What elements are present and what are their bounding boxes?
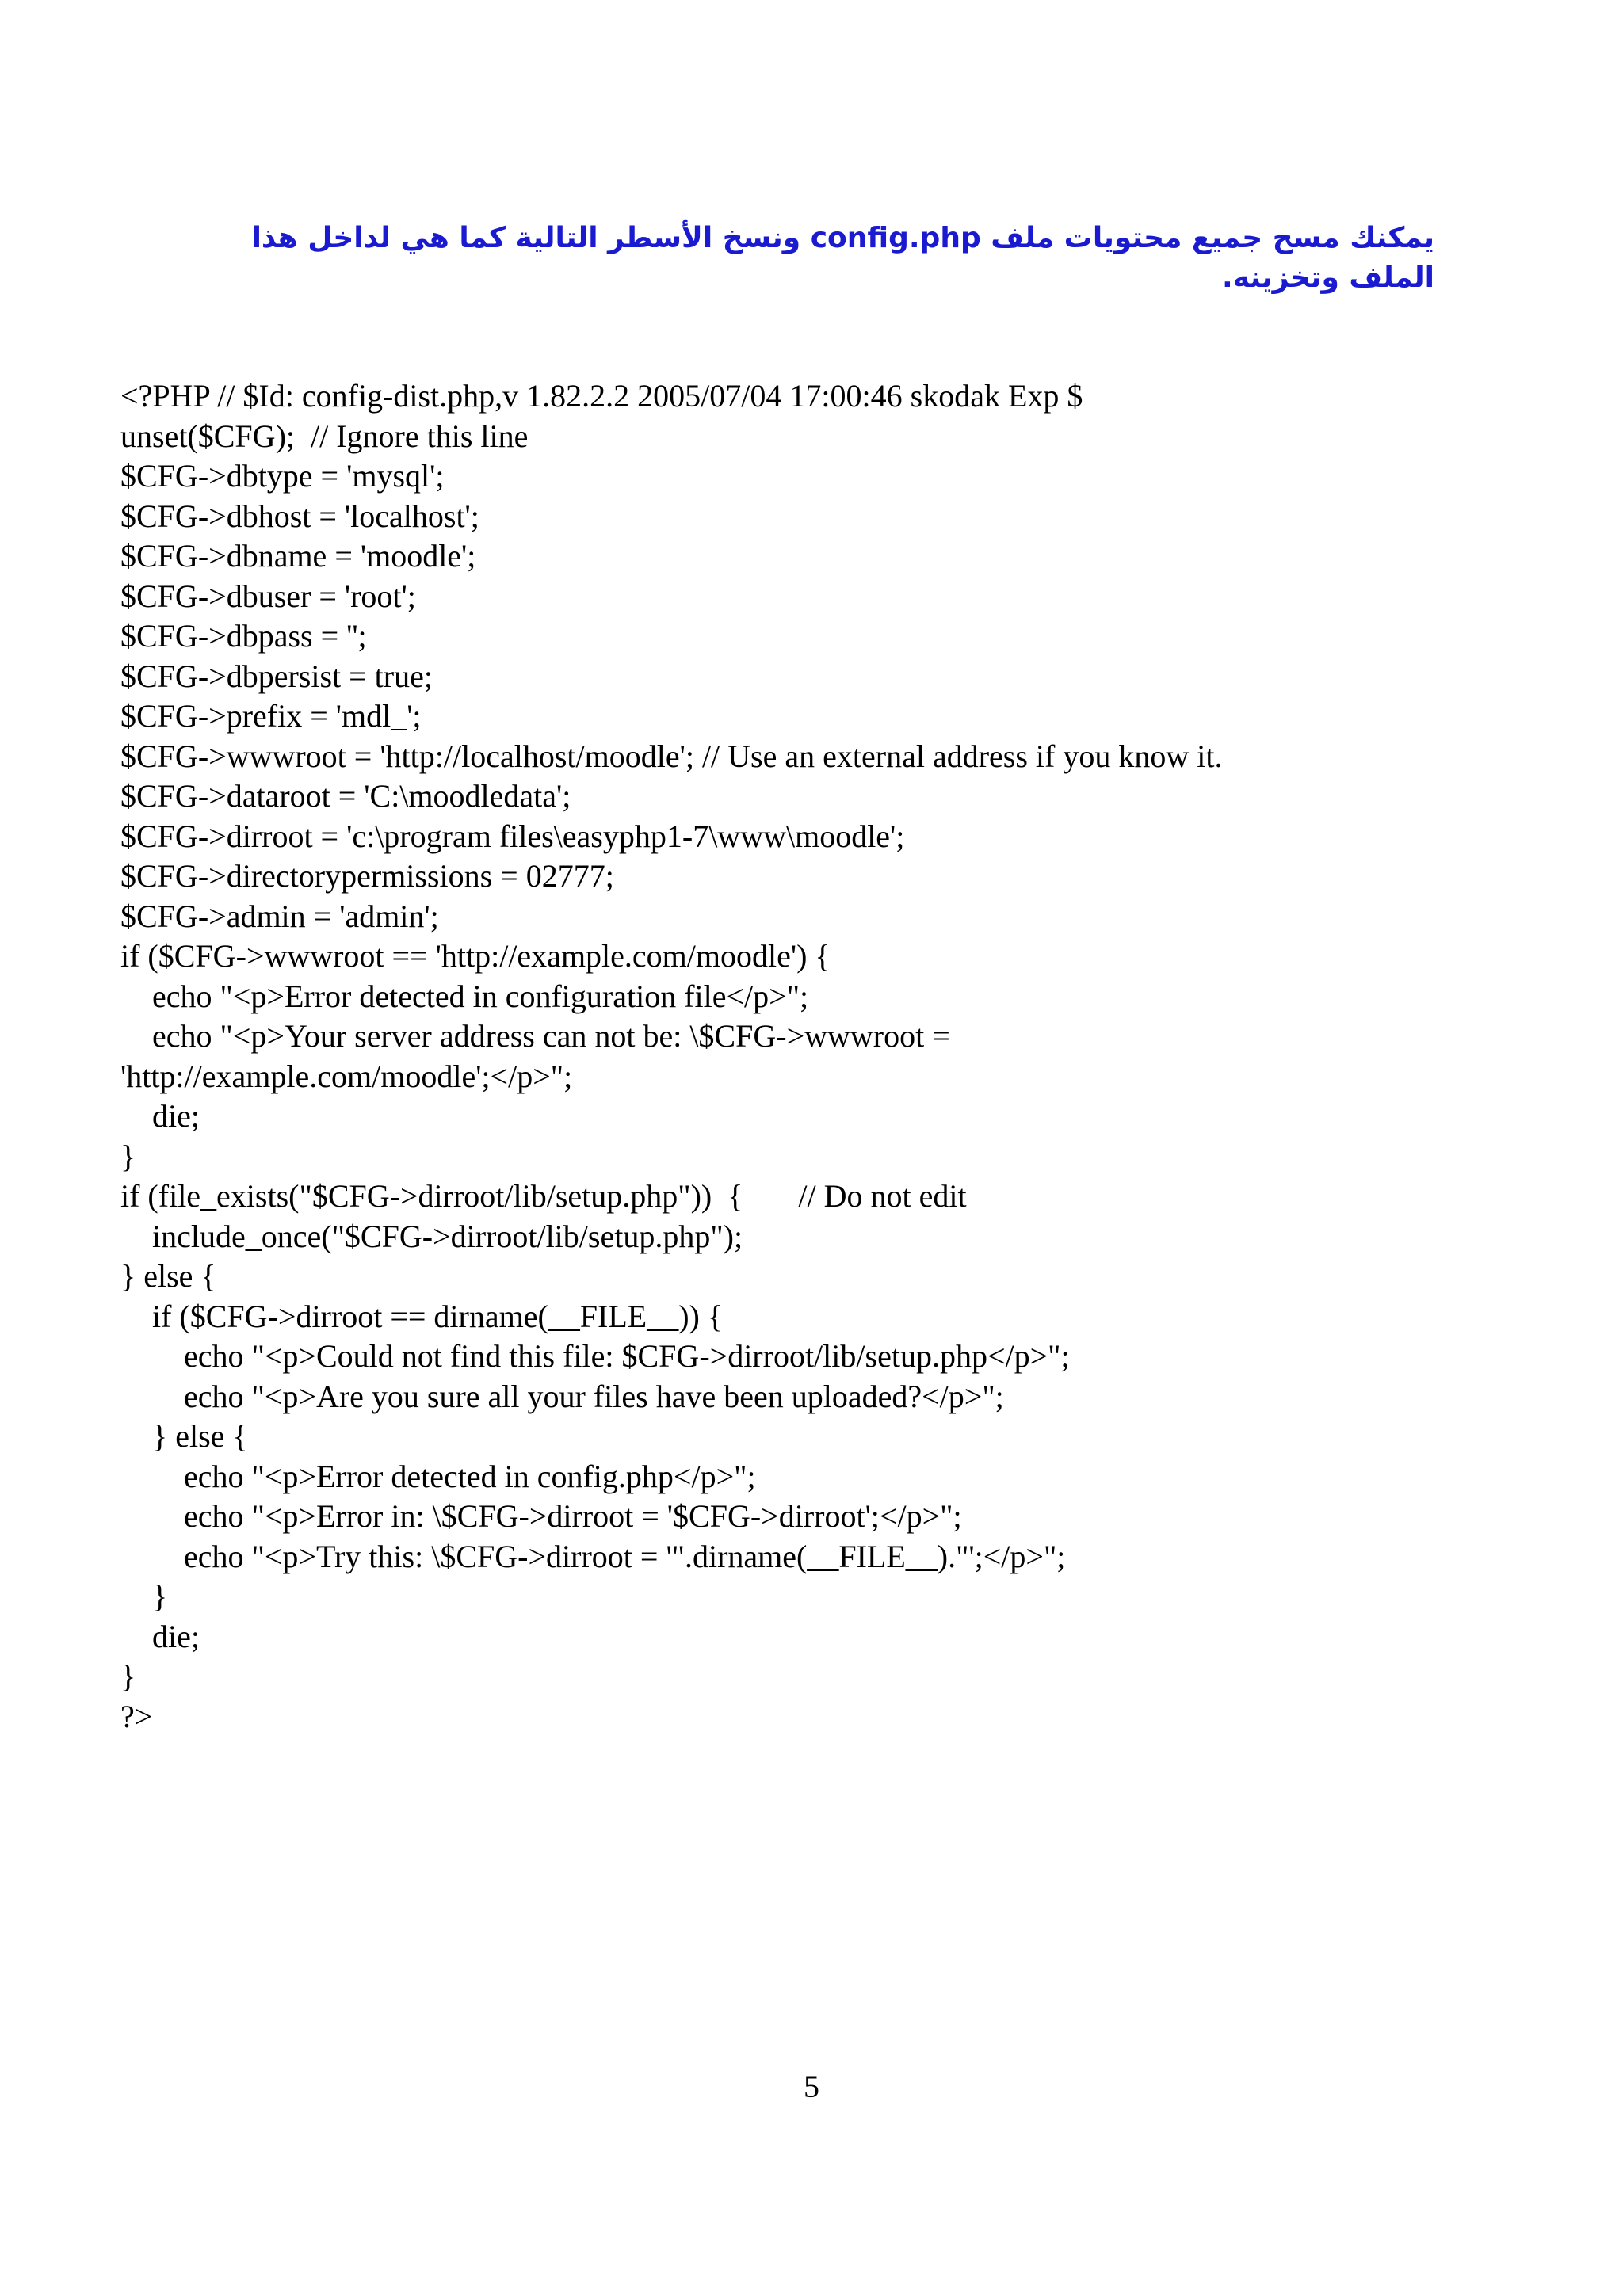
page-number: 5: [804, 2069, 819, 2104]
code-line: if ($CFG->dirroot == dirname(__FILE__)) {: [120, 1298, 724, 1334]
code-line: die;: [120, 1618, 200, 1654]
code-line: $CFG->dbtype = 'mysql';: [120, 458, 445, 494]
code-line: $CFG->dbhost = 'localhost';: [120, 498, 479, 534]
code-line: }: [120, 1578, 168, 1614]
code-line: } else {: [120, 1418, 248, 1454]
code-line: echo "<p>Try this: \$CFG->dirroot = '".dirname(__FILE__)."';</p>";: [120, 1538, 1066, 1574]
code-line: echo "<p>Could not find this file: $CFG->dirroot/lib/setup.php</p>";: [120, 1338, 1070, 1374]
code-line: }: [120, 1658, 136, 1694]
code-line: echo "<p>Are you sure all your files have been uploaded?</p>";: [120, 1378, 1004, 1414]
code-line: $CFG->dbuser = 'root';: [120, 578, 416, 614]
code-line: $CFG->prefix = 'mdl_';: [120, 698, 422, 734]
code-line: $CFG->directorypermissions = 02777;: [120, 858, 614, 894]
code-line: $CFG->dbpass = '';: [120, 618, 367, 654]
code-line: $CFG->dbpersist = true;: [120, 658, 433, 694]
code-line: $CFG->admin = 'admin';: [120, 898, 439, 934]
code-line: } else {: [120, 1258, 216, 1294]
code-line: echo "<p>Error detected in config.php</p>";: [120, 1458, 756, 1494]
code-line: echo "<p>Error detected in configuration file</p>";: [120, 978, 809, 1014]
code-line: ?>: [120, 1698, 153, 1734]
code-line: if ($CFG->wwwroot == 'http://example.com/moodle') {: [120, 938, 831, 974]
code-line: $CFG->dataroot = 'C:\moodledata';: [120, 778, 571, 814]
code-line: <?PHP // $Id: config-dist.php,v 1.82.2.2 2005/07/04 17:00:46 skodak Exp $: [120, 378, 1083, 414]
intro-paragraph: يمكنك مسح جميع محتويات ملف config.php ونسخ الأسطر التالية كما هي لداخل هذا الملف وتخزينه.: [251, 222, 1434, 294]
code-line: die;: [120, 1098, 200, 1134]
code-line: if (file_exists("$CFG->dirroot/lib/setup.php")) { // Do not edit: [120, 1178, 967, 1214]
code-line: include_once("$CFG->dirroot/lib/setup.php");: [120, 1218, 743, 1254]
code-line: $CFG->wwwroot = 'http://localhost/moodle'; // Use an external address if you know it.: [120, 738, 1223, 774]
code-line: $CFG->dbname = 'moodle';: [120, 538, 476, 574]
code-line: echo "<p>Your server address can not be: \$CFG->wwwroot =: [120, 1018, 950, 1054]
code-line: unset($CFG); // Ignore this line: [120, 418, 529, 454]
code-line: }: [120, 1138, 136, 1174]
code-line: echo "<p>Error in: \$CFG->dirroot = '$CFG->dirroot';</p>";: [120, 1498, 962, 1534]
code-line: $CFG->dirroot = 'c:\program files\easyphp1-7\www\moodle';: [120, 818, 905, 854]
code-line: 'http://example.com/moodle';</p>";: [120, 1058, 573, 1094]
code-block: [120, 376, 1547, 1737]
